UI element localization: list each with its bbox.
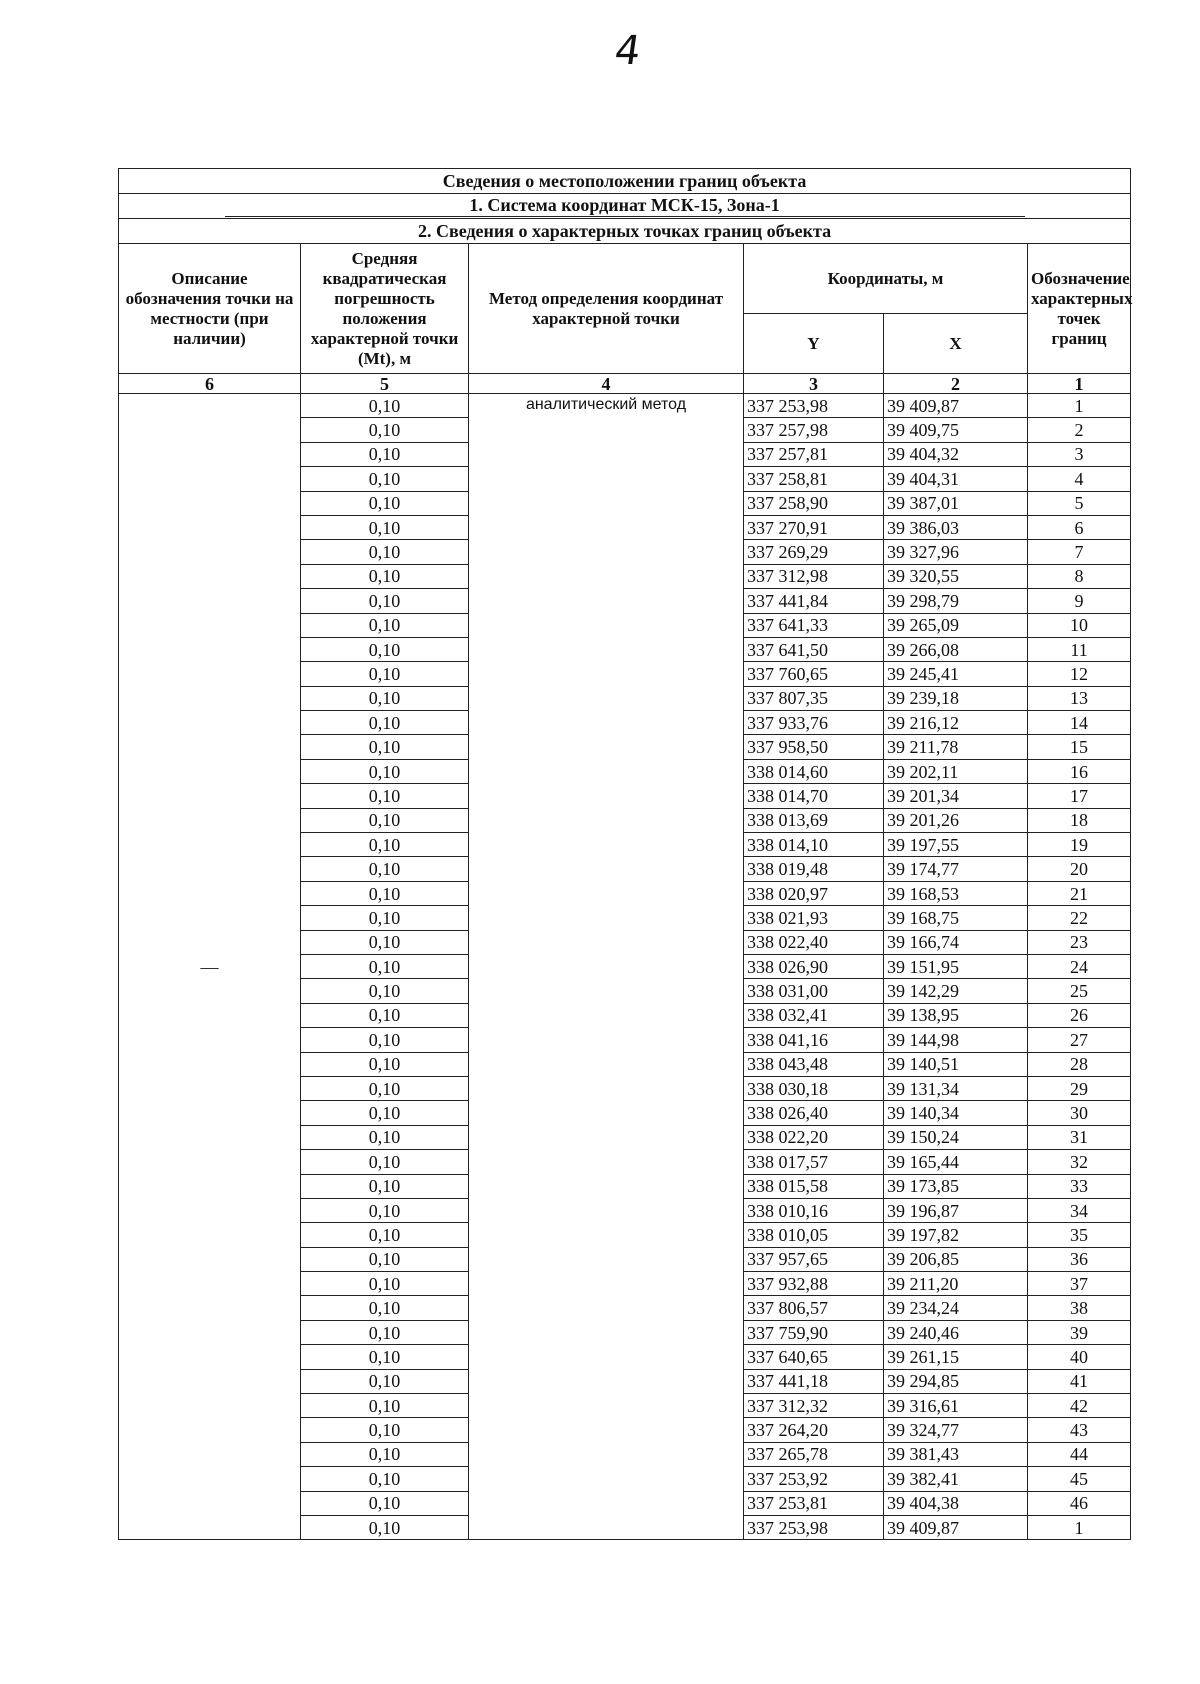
table-row <box>119 394 1131 418</box>
coord-y-cell: 337 641,50 <box>744 637 884 661</box>
coord-y-cell: 338 019,48 <box>744 857 884 881</box>
coord-x-cell: 39 239,18 <box>884 686 1028 710</box>
coord-x-cell: 39 327,96 <box>884 540 1028 564</box>
mean-error-cell: 0,10 <box>301 442 469 466</box>
mean-error-cell: 0,10 <box>301 833 469 857</box>
point-label-cell: 37 <box>1028 1272 1131 1296</box>
point-label-cell: 23 <box>1028 930 1131 954</box>
coord-y-cell: 337 441,84 <box>744 589 884 613</box>
coord-y-cell: 338 021,93 <box>744 906 884 930</box>
mean-error-cell: 0,10 <box>301 467 469 491</box>
point-label-cell: 30 <box>1028 1101 1131 1125</box>
coord-x-cell: 39 168,75 <box>884 906 1028 930</box>
coord-x-cell: 39 142,29 <box>884 979 1028 1003</box>
coord-x-cell: 39 387,01 <box>884 491 1028 515</box>
coord-x-cell: 39 197,55 <box>884 833 1028 857</box>
mean-error-cell: 0,10 <box>301 1418 469 1442</box>
mean-error-cell: 0,10 <box>301 1150 469 1174</box>
coord-y-cell: 338 014,70 <box>744 784 884 808</box>
coord-x-cell: 39 202,11 <box>884 759 1028 783</box>
mean-error-cell: 0,10 <box>301 1442 469 1466</box>
point-label-cell: 34 <box>1028 1198 1131 1222</box>
mean-error-cell: 0,10 <box>301 1247 469 1271</box>
coord-x-cell: 39 131,34 <box>884 1076 1028 1100</box>
coord-y-cell: 338 013,69 <box>744 808 884 832</box>
coord-x-cell: 39 151,95 <box>884 954 1028 978</box>
coord-y-cell: 337 258,90 <box>744 491 884 515</box>
point-label-cell: 31 <box>1028 1125 1131 1149</box>
coord-y-cell: 337 807,35 <box>744 686 884 710</box>
coord-y-cell: 338 022,40 <box>744 930 884 954</box>
coord-x-cell: 39 173,85 <box>884 1174 1028 1198</box>
point-label-cell: 17 <box>1028 784 1131 808</box>
coord-x-cell: 39 261,15 <box>884 1345 1028 1369</box>
point-label-cell: 15 <box>1028 735 1131 759</box>
coord-y-cell: 338 026,90 <box>744 954 884 978</box>
coord-x-cell: 39 294,85 <box>884 1369 1028 1393</box>
coord-x-cell: 39 245,41 <box>884 662 1028 686</box>
point-label-cell: 32 <box>1028 1150 1131 1174</box>
mean-error-cell: 0,10 <box>301 1174 469 1198</box>
mean-error-cell: 0,10 <box>301 1467 469 1491</box>
mean-error-cell: 0,10 <box>301 1101 469 1125</box>
point-label-cell: 19 <box>1028 833 1131 857</box>
point-label-cell: 1 <box>1028 1515 1131 1539</box>
coord-x-cell: 39 144,98 <box>884 1028 1028 1052</box>
mean-error-cell: 0,10 <box>301 540 469 564</box>
mean-error-cell: 0,10 <box>301 637 469 661</box>
mean-error-cell: 0,10 <box>301 1125 469 1149</box>
coord-y-cell: 337 269,29 <box>744 540 884 564</box>
coord-x-cell: 39 138,95 <box>884 1003 1028 1027</box>
mean-error-cell: 0,10 <box>301 1515 469 1539</box>
coord-x-cell: 39 298,79 <box>884 589 1028 613</box>
coord-y-cell: 338 010,16 <box>744 1198 884 1222</box>
coordinate-system-heading: 1. Система координат МСК-15, Зона-1 <box>119 194 1131 219</box>
mean-error-cell: 0,10 <box>301 1052 469 1076</box>
point-label-cell: 25 <box>1028 979 1131 1003</box>
point-label-cell: 10 <box>1028 613 1131 637</box>
header-point-label: Обозначение характерных точек границ <box>1028 244 1131 374</box>
point-label-cell: 12 <box>1028 662 1131 686</box>
mean-error-cell: 0,10 <box>301 954 469 978</box>
coord-y-cell: 338 026,40 <box>744 1101 884 1125</box>
coord-y-cell: 337 253,92 <box>744 1467 884 1491</box>
point-label-cell: 22 <box>1028 906 1131 930</box>
mean-error-cell: 0,10 <box>301 418 469 442</box>
coord-y-cell: 338 030,18 <box>744 1076 884 1100</box>
coord-x-cell: 39 197,82 <box>884 1223 1028 1247</box>
coord-y-cell: 338 020,97 <box>744 881 884 905</box>
coord-x-cell: 39 150,24 <box>884 1125 1028 1149</box>
coord-y-cell: 337 759,90 <box>744 1320 884 1344</box>
header-coordinates: Координаты, м <box>744 244 1028 314</box>
column-number: 6 <box>119 374 301 394</box>
point-label-cell: 8 <box>1028 564 1131 588</box>
mean-error-cell: 0,10 <box>301 1223 469 1247</box>
mean-error-cell: 0,10 <box>301 589 469 613</box>
point-label-cell: 14 <box>1028 711 1131 735</box>
coord-y-cell: 337 270,91 <box>744 515 884 539</box>
mean-error-cell: 0,10 <box>301 515 469 539</box>
coord-x-cell: 39 201,34 <box>884 784 1028 808</box>
coord-y-cell: 338 032,41 <box>744 1003 884 1027</box>
point-label-cell: 18 <box>1028 808 1131 832</box>
coord-y-cell: 337 257,98 <box>744 418 884 442</box>
coord-y-cell: 337 258,81 <box>744 467 884 491</box>
point-label-cell: 43 <box>1028 1418 1131 1442</box>
coord-x-cell: 39 211,78 <box>884 735 1028 759</box>
coord-y-cell: 338 014,10 <box>744 833 884 857</box>
coord-y-cell: 338 043,48 <box>744 1052 884 1076</box>
coord-y-cell: 337 257,81 <box>744 442 884 466</box>
point-label-cell: 2 <box>1028 418 1131 442</box>
point-label-cell: 35 <box>1028 1223 1131 1247</box>
point-label-cell: 4 <box>1028 467 1131 491</box>
point-label-cell: 44 <box>1028 1442 1131 1466</box>
coord-y-cell: 337 640,65 <box>744 1345 884 1369</box>
description-cell: — <box>119 394 301 1540</box>
column-number: 2 <box>884 374 1028 394</box>
point-label-cell: 20 <box>1028 857 1131 881</box>
point-label-cell: 3 <box>1028 442 1131 466</box>
point-label-cell: 24 <box>1028 954 1131 978</box>
coord-y-cell: 337 253,98 <box>744 1515 884 1539</box>
coord-x-cell: 39 324,77 <box>884 1418 1028 1442</box>
boundary-points-table <box>118 168 1131 1540</box>
point-label-cell: 27 <box>1028 1028 1131 1052</box>
coord-y-cell: 338 017,57 <box>744 1150 884 1174</box>
mean-error-cell: 0,10 <box>301 1296 469 1320</box>
mean-error-cell: 0,10 <box>301 564 469 588</box>
point-label-cell: 16 <box>1028 759 1131 783</box>
mean-error-cell: 0,10 <box>301 1272 469 1296</box>
header-description: Описание обозначения точки на местности (при наличии) <box>119 244 301 374</box>
coord-x-cell: 39 382,41 <box>884 1467 1028 1491</box>
header-y: Y <box>744 314 884 374</box>
point-label-cell: 6 <box>1028 515 1131 539</box>
header-x: X <box>884 314 1028 374</box>
point-label-cell: 1 <box>1028 394 1131 418</box>
mean-error-cell: 0,10 <box>301 662 469 686</box>
coord-x-cell: 39 320,55 <box>884 564 1028 588</box>
mean-error-cell: 0,10 <box>301 394 469 418</box>
point-label-cell: 9 <box>1028 589 1131 613</box>
page-number: 4 <box>611 28 644 74</box>
coord-x-cell: 39 196,87 <box>884 1198 1028 1222</box>
method-cell: аналитический метод <box>469 394 744 1540</box>
coord-x-cell: 39 265,09 <box>884 613 1028 637</box>
coord-x-cell: 39 166,74 <box>884 930 1028 954</box>
coord-x-cell: 39 140,34 <box>884 1101 1028 1125</box>
point-label-cell: 39 <box>1028 1320 1131 1344</box>
coord-x-cell: 39 240,46 <box>884 1320 1028 1344</box>
point-label-cell: 42 <box>1028 1394 1131 1418</box>
point-label-cell: 38 <box>1028 1296 1131 1320</box>
mean-error-cell: 0,10 <box>301 979 469 1003</box>
coord-y-cell: 337 441,18 <box>744 1369 884 1393</box>
mean-error-cell: 0,10 <box>301 1076 469 1100</box>
coord-x-cell: 39 206,85 <box>884 1247 1028 1271</box>
mean-error-cell: 0,10 <box>301 735 469 759</box>
mean-error-cell: 0,10 <box>301 1028 469 1052</box>
mean-error-cell: 0,10 <box>301 686 469 710</box>
coord-x-cell: 39 404,38 <box>884 1491 1028 1515</box>
header-method: Метод определения координат характерной точки <box>469 244 744 374</box>
point-label-cell: 46 <box>1028 1491 1131 1515</box>
mean-error-cell: 0,10 <box>301 881 469 905</box>
coord-x-cell: 39 386,03 <box>884 515 1028 539</box>
column-number-row <box>119 374 1131 394</box>
mean-error-cell: 0,10 <box>301 784 469 808</box>
mean-error-cell: 0,10 <box>301 1198 469 1222</box>
coord-x-cell: 39 404,31 <box>884 467 1028 491</box>
mean-error-cell: 0,10 <box>301 711 469 735</box>
coord-x-cell: 39 409,87 <box>884 394 1028 418</box>
coord-y-cell: 338 010,05 <box>744 1223 884 1247</box>
coord-x-cell: 39 168,53 <box>884 881 1028 905</box>
point-label-cell: 29 <box>1028 1076 1131 1100</box>
coord-x-cell: 39 409,75 <box>884 418 1028 442</box>
coord-y-cell: 337 264,20 <box>744 1418 884 1442</box>
mean-error-cell: 0,10 <box>301 1345 469 1369</box>
column-number: 3 <box>744 374 884 394</box>
point-label-cell: 40 <box>1028 1345 1131 1369</box>
coord-y-cell: 337 957,65 <box>744 1247 884 1271</box>
coord-x-cell: 39 404,32 <box>884 442 1028 466</box>
point-label-cell: 36 <box>1028 1247 1131 1271</box>
coord-x-cell: 39 216,12 <box>884 711 1028 735</box>
column-number: 5 <box>301 374 469 394</box>
mean-error-cell: 0,10 <box>301 1320 469 1344</box>
coord-x-cell: 39 165,44 <box>884 1150 1028 1174</box>
coord-y-cell: 337 806,57 <box>744 1296 884 1320</box>
coord-y-cell: 337 312,98 <box>744 564 884 588</box>
heading-underline <box>225 216 1025 217</box>
mean-error-cell: 0,10 <box>301 1369 469 1393</box>
coord-y-cell: 337 958,50 <box>744 735 884 759</box>
coord-y-cell: 338 015,58 <box>744 1174 884 1198</box>
coord-x-cell: 39 174,77 <box>884 857 1028 881</box>
coord-y-cell: 338 014,60 <box>744 759 884 783</box>
mean-error-cell: 0,10 <box>301 906 469 930</box>
coord-x-cell: 39 234,24 <box>884 1296 1028 1320</box>
coord-y-cell: 337 265,78 <box>744 1442 884 1466</box>
coord-x-cell: 39 316,61 <box>884 1394 1028 1418</box>
table-title: Сведения о местоположении границ объекта <box>119 169 1131 194</box>
coord-x-cell: 39 211,20 <box>884 1272 1028 1296</box>
point-label-cell: 13 <box>1028 686 1131 710</box>
mean-error-cell: 0,10 <box>301 1491 469 1515</box>
point-label-cell: 11 <box>1028 637 1131 661</box>
coord-y-cell: 338 031,00 <box>744 979 884 1003</box>
mean-error-cell: 0,10 <box>301 857 469 881</box>
coord-x-cell: 39 140,51 <box>884 1052 1028 1076</box>
point-label-cell: 21 <box>1028 881 1131 905</box>
point-label-cell: 5 <box>1028 491 1131 515</box>
mean-error-cell: 0,10 <box>301 1003 469 1027</box>
column-number: 4 <box>469 374 744 394</box>
point-label-cell: 26 <box>1028 1003 1131 1027</box>
mean-error-cell: 0,10 <box>301 1394 469 1418</box>
point-label-cell: 45 <box>1028 1467 1131 1491</box>
mean-error-cell: 0,10 <box>301 759 469 783</box>
mean-error-cell: 0,10 <box>301 491 469 515</box>
coord-x-cell: 39 381,43 <box>884 1442 1028 1466</box>
coord-x-cell: 39 266,08 <box>884 637 1028 661</box>
coord-x-cell: 39 201,26 <box>884 808 1028 832</box>
point-label-cell: 28 <box>1028 1052 1131 1076</box>
point-label-cell: 41 <box>1028 1369 1131 1393</box>
mean-error-cell: 0,10 <box>301 808 469 832</box>
column-number: 1 <box>1028 374 1131 394</box>
coord-y-cell: 338 022,20 <box>744 1125 884 1149</box>
coord-y-cell: 337 253,98 <box>744 394 884 418</box>
point-label-cell: 7 <box>1028 540 1131 564</box>
coord-y-cell: 337 933,76 <box>744 711 884 735</box>
coord-y-cell: 337 932,88 <box>744 1272 884 1296</box>
points-section-heading: 2. Сведения о характерных точках границ объекта <box>119 219 1131 244</box>
coord-y-cell: 337 641,33 <box>744 613 884 637</box>
coord-y-cell: 337 760,65 <box>744 662 884 686</box>
coord-y-cell: 338 041,16 <box>744 1028 884 1052</box>
coord-x-cell: 39 409,87 <box>884 1515 1028 1539</box>
coord-y-cell: 337 253,81 <box>744 1491 884 1515</box>
coord-y-cell: 337 312,32 <box>744 1394 884 1418</box>
header-mean-error: Средняя квадратическая погрешность положения характерной точки (Mt), м <box>301 244 469 374</box>
mean-error-cell: 0,10 <box>301 930 469 954</box>
mean-error-cell: 0,10 <box>301 613 469 637</box>
point-label-cell: 33 <box>1028 1174 1131 1198</box>
